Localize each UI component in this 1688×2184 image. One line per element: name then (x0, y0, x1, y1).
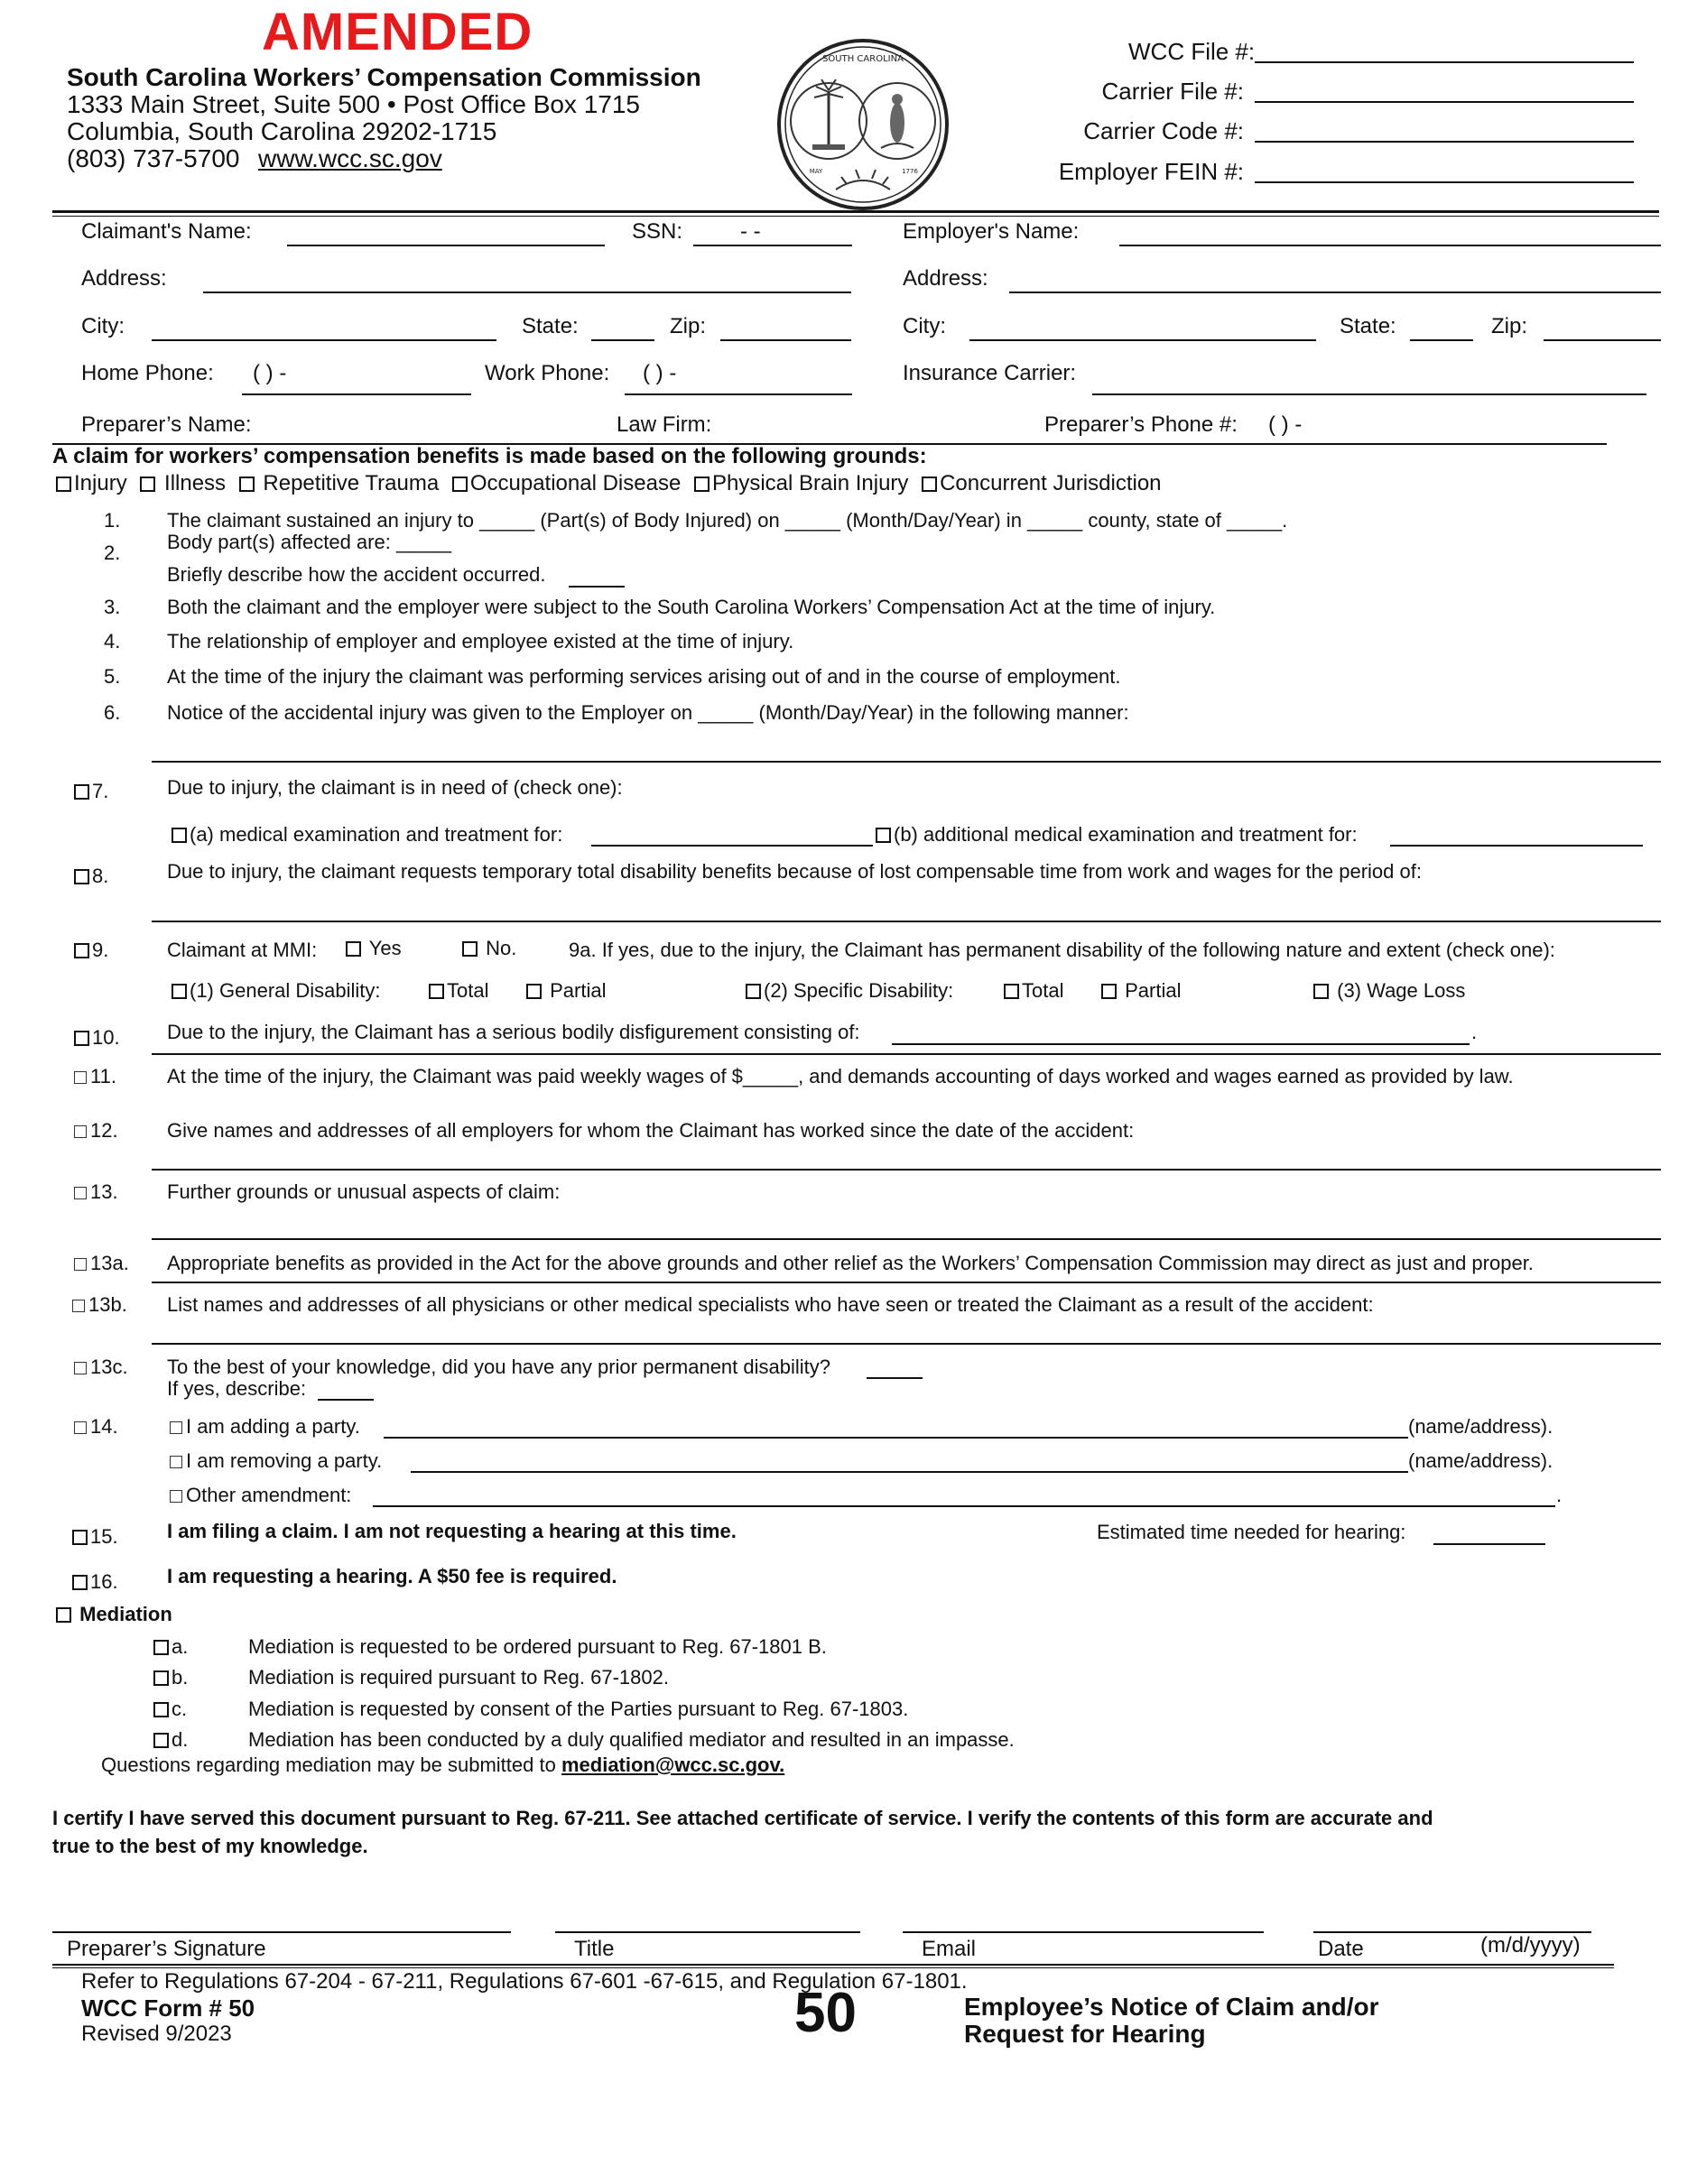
item-13c-input[interactable] (867, 1377, 923, 1379)
item-7-checkbox[interactable]: 7. (74, 780, 108, 803)
insurance-carrier-input[interactable] (1092, 393, 1646, 395)
preparer-name-label: Preparer’s Name: (81, 412, 252, 437)
employer-zip-input[interactable] (1544, 339, 1661, 341)
form-title-line-2: Request for Hearing (964, 2020, 1206, 2048)
illness-checkbox[interactable]: Illness (140, 471, 226, 495)
item-1-number: 1. (104, 509, 121, 532)
title-label: Title (574, 1937, 615, 1961)
carrier-code-label: Carrier Code #: (1083, 117, 1244, 144)
item-16-text: I am requesting a hearing. A $50 fee is required. (167, 1565, 617, 1587)
item-3-text: Both the claimant and the employer were subject to the South Carolina Workers’ Compensation Act at the time of injury. (167, 596, 1216, 618)
employer-city-label: City: (903, 314, 946, 338)
mediation-b-text: Mediation is required pursuant to Reg. 67-1802. (248, 1666, 669, 1689)
item-11-checkbox[interactable]: 11. (74, 1065, 116, 1088)
header-divider (52, 210, 1659, 213)
mmi-label: Claimant at MMI: (167, 939, 318, 961)
estimated-time-input[interactable] (1433, 1543, 1545, 1545)
mediation-d-text: Mediation has been conducted by a duly qualified mediator and resulted in an impasse. (248, 1728, 1015, 1751)
other-amendment-checkbox[interactable]: Other amendment: (170, 1484, 351, 1507)
mmi-no-checkbox[interactable]: No. (462, 937, 516, 960)
item-13-checkbox[interactable]: 13. (74, 1180, 118, 1204)
employer-state-input[interactable] (1410, 339, 1473, 341)
item-13c-describe: If yes, describe: (167, 1377, 307, 1400)
mediation-a-checkbox[interactable]: a. (153, 1635, 188, 1659)
agency-phone: (803) 737-5700 (67, 144, 240, 172)
insurance-carrier-label: Insurance Carrier: (903, 361, 1077, 385)
amended-stamp: AMENDED (262, 3, 533, 61)
item-7a-checkbox[interactable]: (a) medical examination and treatment for: (172, 823, 562, 847)
item-6-text: Notice of the accidental injury was given to the Employer on _____ (Month/Day/Year) in the following manner: (167, 701, 1129, 724)
item-8-text: Due to injury, the claimant requests temporary total disability benefits because of lost compensable time from work and wages for the period of: (167, 860, 1422, 883)
home-phone-mask: ( ) - (253, 361, 287, 385)
repetitive-trauma-checkbox[interactable]: Repetitive Trauma (239, 471, 439, 495)
item-5-text: At the time of the injury the claimant was performing services arising out of and in the course of employment. (167, 665, 1121, 688)
carrier-file-label: Carrier File #: (1101, 78, 1244, 105)
seal-text-year: 1776 (902, 168, 918, 175)
grounds-types (56, 471, 1162, 496)
mediation-c-checkbox[interactable]: c. (153, 1698, 187, 1721)
specific-partial-checkbox[interactable]: Partial (1101, 979, 1181, 1003)
concurrent-jurisdiction-checkbox[interactable]: Concurrent Jurisdiction (922, 471, 1161, 495)
item-5-number: 5. (104, 665, 121, 688)
item-9-checkbox[interactable]: 9. (74, 939, 108, 962)
item-13-answer-line[interactable] (152, 1238, 1661, 1240)
preparer-signature-label: Preparer’s Signature (67, 1937, 266, 1961)
item-2-number: 2. (104, 541, 121, 564)
removing-party-input[interactable] (411, 1471, 1408, 1473)
item-15-text: I am filing a claim. I am not requesting a hearing at this time. (167, 1520, 737, 1542)
specific-total-checkbox[interactable]: Total (1004, 979, 1063, 1003)
adding-party-suffix: (name/address). (1408, 1415, 1554, 1438)
preparer-signature-input[interactable] (52, 1931, 511, 1933)
item-2-describe-input[interactable] (569, 586, 625, 588)
item-7-text: Due to injury, the claimant is in need of (check one): (167, 776, 623, 799)
item-8-checkbox[interactable]: 8. (74, 865, 108, 888)
physical-brain-injury-checkbox[interactable]: Physical Brain Injury (694, 471, 908, 495)
certify-line-1: I certify I have served this document pursuant to Reg. 67-211. See attached certificate of service. I verify the contents of this form are accurate and (52, 1807, 1433, 1829)
regulations-reference: Refer to Regulations 67-204 - 67-211, Regulations 67-601 -67-615, and Regulation 67-1801. (81, 1969, 968, 1994)
claimant-zip-label: Zip: (670, 314, 707, 338)
item-9a-text: 9a. If yes, due to the injury, the Claimant has permanent disability of the following nature and extent (check one): (569, 939, 1555, 961)
item-13-text: Further grounds or unusual aspects of claim: (167, 1180, 561, 1203)
ssn-input[interactable] (693, 245, 852, 246)
item-10-text: Due to the injury, the Claimant has a serious bodily disfigurement consisting of: (167, 1021, 860, 1043)
employer-fein-label: Employer FEIN #: (1058, 158, 1244, 185)
form-number: WCC Form # 50 (81, 1994, 255, 2022)
item-13c-text: To the best of your knowledge, did you have any prior permanent disability? (167, 1356, 830, 1378)
adding-party-checkbox[interactable]: I am adding a party. (170, 1415, 360, 1439)
email-label: Email (922, 1937, 977, 1961)
mediation-a-text: Mediation is requested to be ordered pursuant to Reg. 67-1801 B. (248, 1635, 827, 1658)
item-13a-divider (152, 1282, 1661, 1283)
form-title-line-1: Employee’s Notice of Claim and/or (964, 1993, 1379, 2021)
work-phone-label: Work Phone: (485, 361, 610, 385)
wcc-file-label: WCC File #: (1128, 38, 1256, 65)
claimant-name-input[interactable] (287, 245, 605, 246)
item-14-checkbox[interactable]: 14. (74, 1415, 118, 1439)
claimant-city-label: City: (81, 314, 125, 338)
date-format: (m/d/yyyy) (1480, 1933, 1581, 1957)
item-13a-text: Appropriate benefits as provided in the Act for the above grounds and other relief as the Workers’ Compensation Commission may direct as just and proper. (167, 1252, 1534, 1274)
preparer-phone-mask: ( ) - (1268, 412, 1303, 437)
item-10-input[interactable] (892, 1043, 1470, 1045)
item-3-number: 3. (104, 596, 121, 618)
item-10-checkbox[interactable]: 10. (74, 1026, 120, 1050)
law-firm-label: Law Firm: (617, 412, 712, 437)
employer-state-label: State: (1340, 314, 1396, 338)
item-15-checkbox[interactable]: 15. (72, 1525, 118, 1549)
general-partial-checkbox[interactable]: Partial (526, 979, 606, 1003)
employer-address-label: Address: (903, 266, 988, 291)
state-seal-icon (773, 38, 953, 211)
grounds-heading: A claim for workers’ compensation benefits is made based on the following grounds: (52, 444, 927, 468)
item-1-text: The claimant sustained an injury to _____ (Part(s) of Body Injured) on _____ (Month/Day/Year) in _____ county, state of _____. (167, 509, 1288, 532)
occupational-disease-checkbox[interactable]: Occupational Disease (452, 471, 681, 495)
injury-checkbox[interactable]: Injury (56, 471, 127, 495)
mediation-c-text: Mediation is requested by consent of the Parties pursuant to Reg. 67-1803. (248, 1698, 909, 1720)
date-label: Date (1318, 1937, 1364, 1961)
item-12-answer-line[interactable] (152, 1169, 1661, 1171)
claimant-zip-input[interactable] (720, 339, 851, 341)
mediation-b-checkbox[interactable]: b. (153, 1666, 188, 1689)
adding-party-input[interactable] (384, 1437, 1408, 1439)
employer-address-input[interactable] (1009, 292, 1661, 293)
item-2-text: Body part(s) affected are: _____ (167, 531, 452, 553)
claimant-name-label: Claimant's Name: (81, 219, 252, 244)
wcc-file-input[interactable] (1255, 61, 1634, 63)
mediation-checkbox[interactable]: Mediation (56, 1603, 172, 1626)
carrier-file-input[interactable] (1255, 101, 1634, 103)
home-phone-label: Home Phone: (81, 361, 214, 385)
item-7a-input[interactable] (591, 845, 873, 847)
removing-party-suffix: (name/address). (1408, 1449, 1554, 1472)
item-7b-input[interactable] (1390, 845, 1643, 847)
item-11-text: At the time of the injury, the Claimant was paid weekly wages of $_____, and demands accounting of days worked and wages earned as provided by law. (167, 1065, 1514, 1087)
wage-loss-checkbox[interactable]: (3) Wage Loss (1313, 979, 1465, 1003)
employer-zip-label: Zip: (1491, 314, 1528, 338)
item-2-describe: Briefly describe how the accident occurred. (167, 563, 546, 586)
agency-address-2: Columbia, South Carolina 29202-1715 (67, 117, 497, 145)
carrier-code-input[interactable] (1255, 141, 1634, 143)
work-phone-input[interactable] (625, 393, 852, 395)
footer-divider-thin (52, 1967, 1614, 1968)
item-8-answer-line[interactable] (152, 921, 1661, 922)
item-10-period: . (1471, 1021, 1478, 1043)
employer-name-label: Employer's Name: (903, 219, 1080, 244)
other-amendment-period: . (1556, 1484, 1563, 1506)
work-phone-mask: ( ) - (643, 361, 677, 385)
item-13c-describe-input[interactable] (318, 1399, 374, 1401)
item-16-checkbox[interactable]: 16. (72, 1570, 118, 1594)
agency-website-link[interactable]: www.wcc.sc.gov (258, 144, 442, 172)
mediation-d-checkbox[interactable]: d. (153, 1728, 188, 1752)
item-4-text: The relationship of employer and employee existed at the time of injury. (167, 630, 794, 652)
employer-fein-input[interactable] (1255, 181, 1634, 183)
estimated-time-label: Estimated time needed for hearing: (1097, 1521, 1406, 1543)
general-disability-checkbox[interactable]: (1) General Disability: (172, 979, 381, 1003)
preparer-phone-label: Preparer’s Phone #: (1044, 412, 1238, 437)
specific-disability-checkbox[interactable]: (2) Specific Disability: (746, 979, 953, 1003)
claimant-address-input[interactable] (203, 292, 851, 293)
ssn-mask: - - (740, 219, 761, 244)
item-12-checkbox[interactable]: 12. (74, 1119, 118, 1143)
item-13b-checkbox[interactable]: 13b. (72, 1293, 127, 1317)
header-divider-thin (52, 216, 1659, 217)
mmi-yes-checkbox[interactable]: Yes (346, 937, 402, 960)
agency-name: South Carolina Workers’ Compensation Commission (67, 63, 701, 91)
employer-city-input[interactable] (969, 339, 1316, 341)
claimant-state-label: State: (522, 314, 579, 338)
general-total-checkbox[interactable]: Total (429, 979, 488, 1003)
mediation-questions: Questions regarding mediation may be submitted to mediation@wcc.sc.gov. (101, 1754, 785, 1776)
item-13a-checkbox[interactable]: 13a. (74, 1252, 129, 1275)
item-10-divider (152, 1053, 1661, 1055)
mediation-email-link[interactable]: mediation@wcc.sc.gov. (561, 1754, 785, 1776)
footer-divider (52, 1964, 1614, 1966)
seal-text-top: SOUTH CAROLINA (822, 54, 904, 64)
title-input[interactable] (555, 1931, 860, 1933)
item-6-answer-line[interactable] (152, 761, 1661, 763)
ssn-label: SSN: (632, 219, 683, 244)
claimant-address-label: Address: (81, 266, 167, 291)
item-7b-checkbox[interactable]: (b) additional medical examination and treatment for: (876, 823, 1358, 847)
employer-name-input[interactable] (1119, 245, 1661, 246)
seal-text-month: MAY (809, 168, 823, 175)
home-phone-input[interactable] (242, 393, 471, 395)
item-13b-text: List names and addresses of all physicians or other medical specialists who have seen or treated the Claimant as a result of the accident: (167, 1293, 1374, 1316)
item-6-number: 6. (104, 701, 121, 724)
certify-line-2: true to the best of my knowledge. (52, 1835, 368, 1857)
removing-party-checkbox[interactable]: I am removing a party. (170, 1449, 382, 1473)
form-number-large: 50 (794, 1982, 857, 2044)
revised-date: Revised 9/2023 (81, 2022, 232, 2046)
item-13b-answer-line[interactable] (152, 1343, 1661, 1345)
item-4-number: 4. (104, 630, 121, 652)
item-13c-checkbox[interactable]: 13c. (74, 1356, 128, 1379)
claimant-city-input[interactable] (152, 339, 496, 341)
item-12-text: Give names and addresses of all employers for whom the Claimant has worked since the date of the accident: (167, 1119, 1135, 1142)
claimant-state-input[interactable] (591, 339, 654, 341)
email-input[interactable] (903, 1931, 1264, 1933)
other-amendment-input[interactable] (373, 1505, 1555, 1507)
agency-address-1: 1333 Main Street, Suite 500 • Post Office Box 1715 (67, 90, 641, 118)
